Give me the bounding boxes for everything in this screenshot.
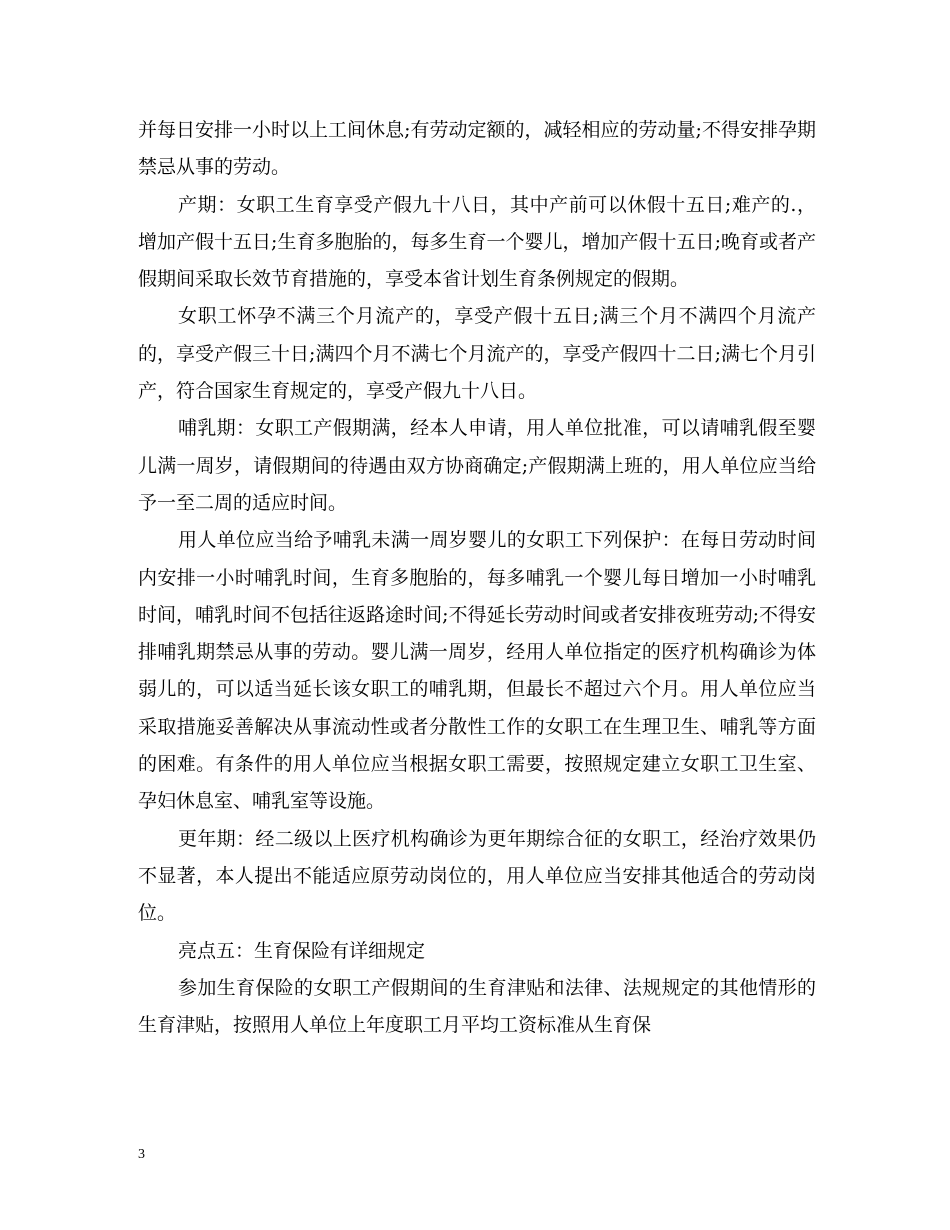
document-body — [138, 112, 816, 1044]
paragraph-miscarriage-leave: 女职工怀孕不满三个月流产的，享受产假十五日;满三个月不满四个月流产的，享受产假三十日;满四个月不满七个月流产的，享受产假四十二日;满七个月引产，符合国家生育规定的，享受产假九十八日。 — [138, 305, 816, 403]
paragraph-delivery-period: 产期：女职工生育享受产假九十八日，其中产前可以休假十五日;难产的.，增加产假十五日;生育多胞胎的，每多生育一个婴儿，增加产假十五日;晚育或者产假期间采取长效节育措施的，享受本省计划生育条例规定的假期。 — [138, 193, 816, 291]
paragraph-menopause: 更年期：经二级以上医疗机构确诊为更年期综合征的女职工，经治疗效果仍不显著，本人提出不能适应原劳动岗位的，用人单位应当安排其他适合的劳动岗位。 — [138, 827, 816, 925]
paragraph-lactation-protection: 用人单位应当给予哺乳未满一周岁婴儿的女职工下列保护：在每日劳动时间内安排一小时哺乳时间，生育多胞胎的，每多哺乳一个婴儿每日增加一小时哺乳时间，哺乳时间不包括往返路途时间;不得延长劳动时间或者安排夜班劳动;不得安排哺乳期禁忌从事的劳动。婴儿满一周岁，经用人单位指定的医疗机构确诊为体弱儿的，可以适当延长该女职工的哺乳期，但最长不超过六个月。用人单位应当采取措施妥善解决从事流动性或者分散性工作的女职工在生理卫生、哺乳等方面的困难。有条件的用人单位应当根据女职工需要，按照规定建立女职工卫生室、孕妇休息室、哺乳室等设施。 — [138, 529, 816, 813]
paragraph-continuation: 并每日安排一小时以上工间休息;有劳动定额的，减轻相应的劳动量;不得安排孕期禁忌从事的劳动。 — [138, 119, 816, 179]
paragraph-lactation-period: 哺乳期：女职工产假期满，经本人申请，用人单位批准，可以请哺乳假至婴儿满一周岁，请假期间的待遇由双方协商确定;产假期满上班的，用人单位应当给予一至二周的适应时间。 — [138, 417, 816, 514]
section-heading-highlight-five: 亮点五：生育保险有详细规定 — [178, 939, 426, 962]
page-number: 3 — [138, 1147, 145, 1162]
paragraph-maternity-insurance: 参加生育保险的女职工产假期间的生育津贴和法律、法规规定的其他情形的生育津贴，按照用人单位上年度职工月平均工资标准从生育保 — [138, 976, 816, 1037]
